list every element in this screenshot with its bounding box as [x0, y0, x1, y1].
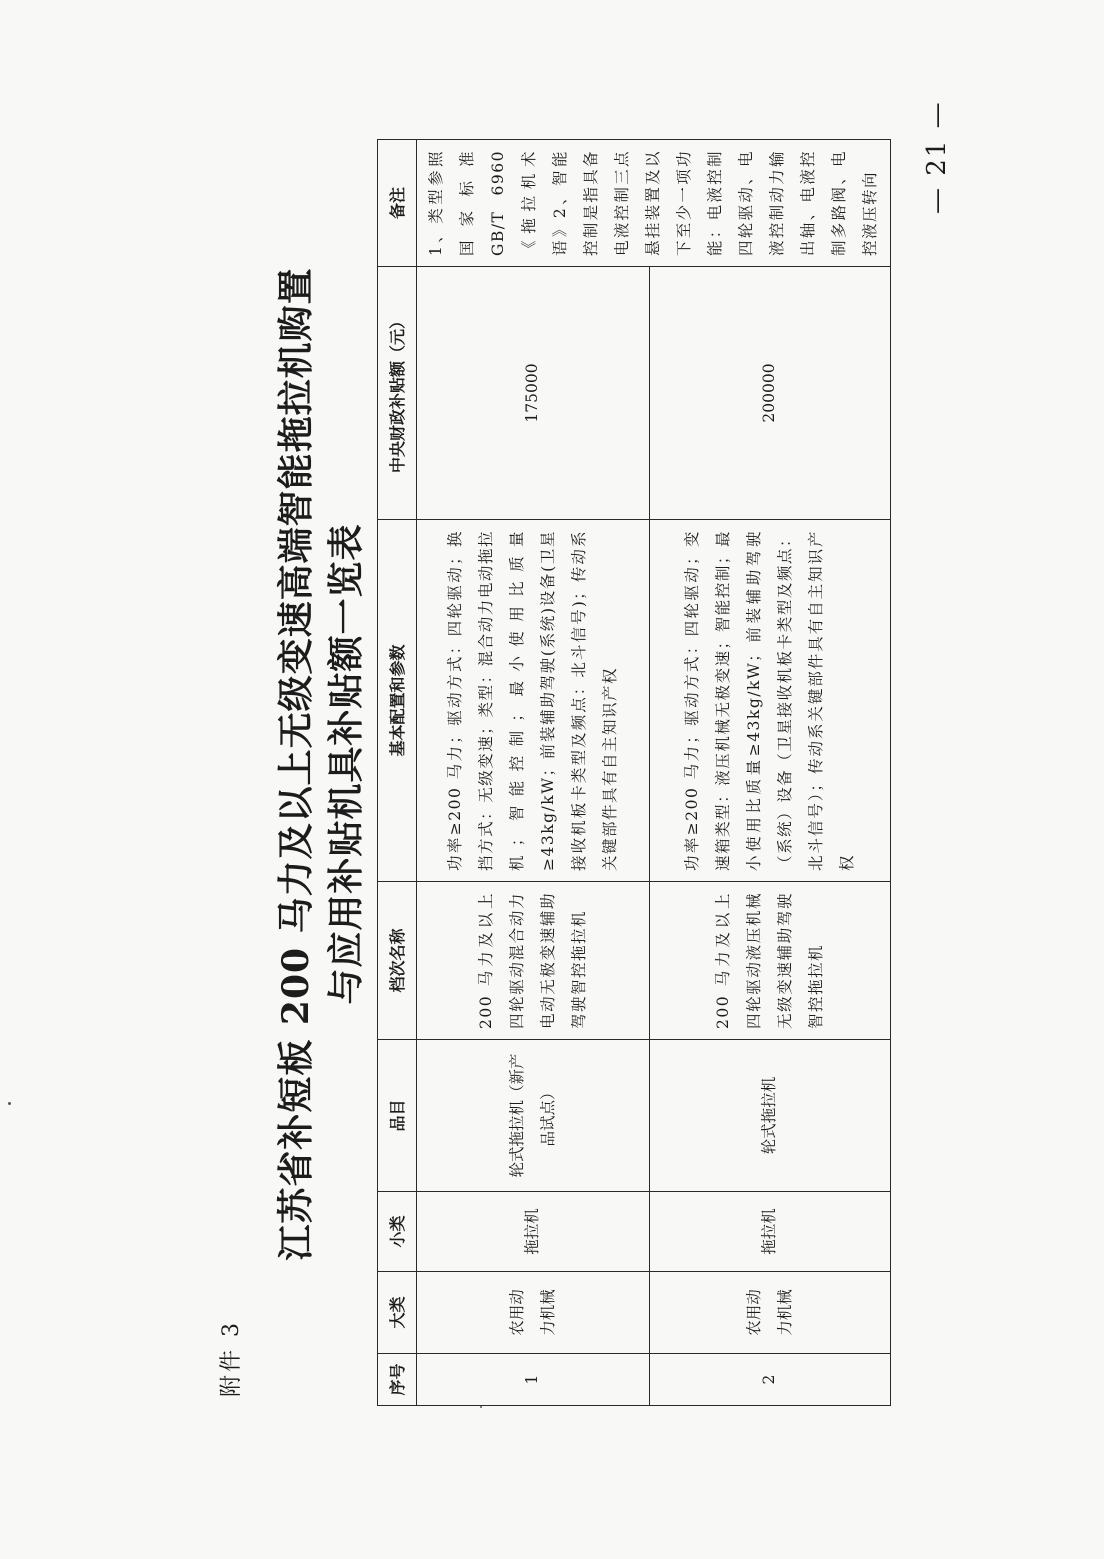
attachment-label: 附件 3: [219, 1320, 244, 1397]
cell-remark: 1、类型参照国家标准 GB/T 6960《拖拉机术语》2、智能控制是指具备电液控制三点悬挂装置及以下至少一项功能：电液控制四轮驱动、电液控制动力输出轴、电液控制多路阀、电控液压转向: [417, 140, 891, 267]
cell-seq: 1: [417, 1354, 650, 1406]
header-config-params: 基本配置和参数: [378, 520, 417, 882]
header-seq: 序号: [378, 1354, 417, 1406]
scan-speck: [8, 1102, 11, 1105]
cell-major-category: 农用动力机械: [649, 1272, 890, 1354]
cell-seq: 2: [649, 1354, 890, 1406]
cell-item: 轮式拖拉机: [649, 1040, 890, 1192]
cell-major-category: 农用动力机械: [417, 1272, 650, 1354]
document-title-line-1: 江苏省补短板 200 马力及以上无级变速高端智能拖拉机购置: [275, 267, 317, 1261]
header-grade-name: 档次名称: [378, 882, 417, 1040]
cell-minor-category: 拖拉机: [417, 1192, 650, 1272]
scan-speck: [480, 1406, 482, 1408]
header-item: 品目: [378, 1040, 417, 1192]
subsidy-table: [377, 139, 891, 1406]
table-row: [417, 140, 650, 1406]
cell-subsidy-amount: 175000: [417, 267, 650, 520]
cell-minor-category: 拖拉机: [649, 1192, 890, 1272]
page-number: — 21 —: [922, 100, 952, 214]
header-remark: 备注: [378, 140, 417, 267]
table-row: [649, 140, 890, 1406]
document-title-line-2: 与应用补贴机具补贴额一览表: [325, 523, 367, 1005]
cell-grade-name: 200 马力及以上四轮驱动混合动力电动无极变速辅助驾驶智控拖拉机: [417, 882, 650, 1040]
cell-config-params: 功率≥200 马力；驱动方式：四轮驱动；变速箱类型：液压机械无极变速；智能控制；最小使用比质量≥43kg/kW；前装辅助驾驶（系统）设备（卫星接收机板卡类型及频点：北斗信号）；传动系关键部件具有自主知识产权: [649, 520, 890, 882]
table-header-row: [378, 140, 417, 1406]
header-minor-category: 小类: [378, 1192, 417, 1272]
cell-config-params: 功率≥200 马力；驱动方式：四轮驱动；换挡方式：无级变速；类型：混合动力电动拖拉机；智能控制；最小使用比质量≥43kg/kW；前装辅助驾驶(系统)设备(卫星接收机板卡类型及频点：北斗信号)；传动系关键部件具有自主知识产权: [417, 520, 650, 882]
header-major-category: 大类: [378, 1272, 417, 1354]
cell-subsidy-amount: 200000: [649, 267, 890, 520]
cell-grade-name: 200 马力及以上四轮驱动液压机械无级变速辅助驾驶智控拖拉机: [649, 882, 890, 1040]
header-subsidy-amount: 中央财政补贴额（元）: [378, 267, 417, 520]
cell-item: 轮式拖拉机（新产品试点）: [417, 1040, 650, 1192]
